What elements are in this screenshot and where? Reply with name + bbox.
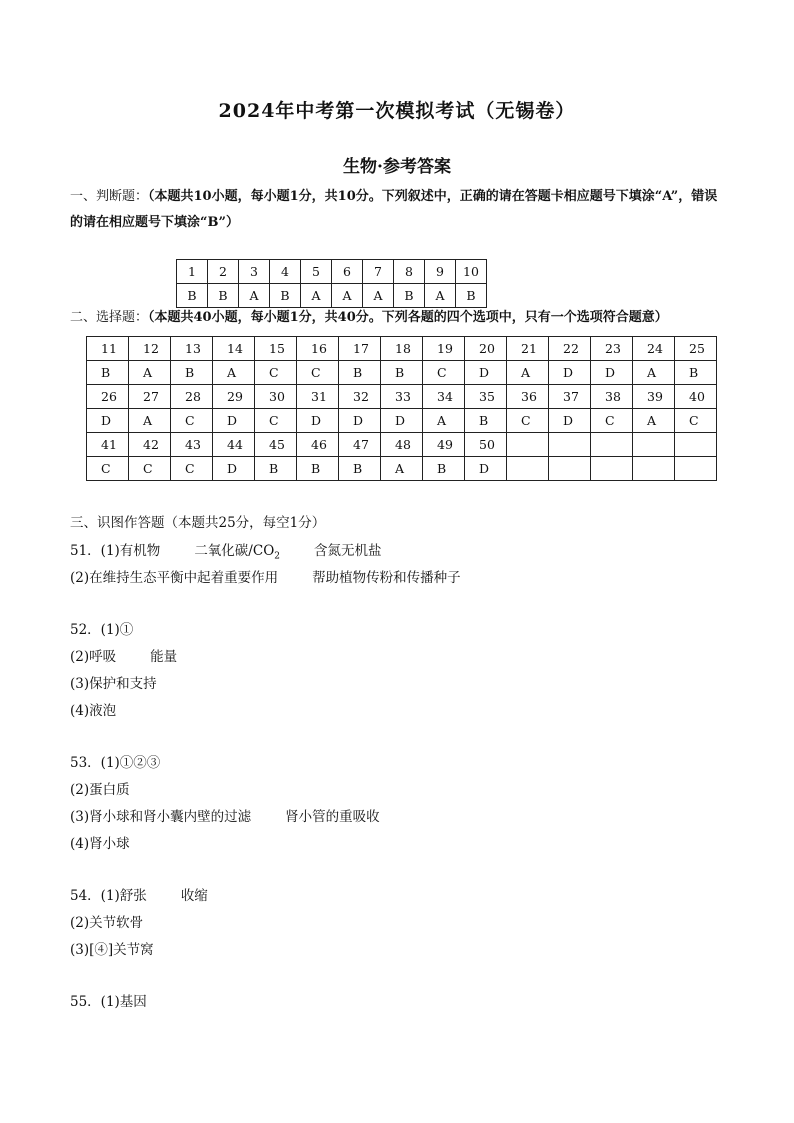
choice-question-number: 21 [507, 337, 549, 361]
choice-question-number: 11 [87, 337, 129, 361]
choice-answer-cell: A [129, 409, 171, 433]
choice-answer-cell: C [297, 361, 339, 385]
choice-question-number: 20 [465, 337, 507, 361]
choice-question-number: 42 [129, 433, 171, 457]
choice-answer-cell: B [465, 409, 507, 433]
judge-answer-cell: A [363, 284, 394, 308]
choice-answer-cell [633, 457, 675, 481]
choice-number-row [87, 433, 717, 457]
choice-answer-cell: A [381, 457, 423, 481]
judge-question-number: 7 [363, 260, 394, 284]
q53-line2: (2)蛋白质 [70, 782, 130, 798]
judge-answer-cell: A [425, 284, 456, 308]
choice-question-number: 50 [465, 433, 507, 457]
choice-question-number: 49 [423, 433, 465, 457]
choice-question-number: 34 [423, 385, 465, 409]
choice-question-number: 37 [549, 385, 591, 409]
choice-answer-cell: C [129, 457, 171, 481]
choice-question-number: 31 [297, 385, 339, 409]
section1-desc: （本题共10小题，每小题1分，共10分。下列叙述中，正确的请在答题卡相应题号下填涂“A”，错误的请在相应题号下填涂“B”） [70, 189, 718, 230]
choice-question-number: 18 [381, 337, 423, 361]
choice-question-number: 32 [339, 385, 381, 409]
choice-answer-cell: C [507, 409, 549, 433]
choice-question-number [549, 433, 591, 457]
choice-question-number: 15 [255, 337, 297, 361]
judge-number-row [177, 260, 487, 284]
choice-answer-row [87, 409, 717, 433]
judge-answer-cell: B [394, 284, 425, 308]
choice-question-number: 29 [213, 385, 255, 409]
choice-answer-cell: A [633, 361, 675, 385]
choice-answer-cell: D [381, 409, 423, 433]
choice-answer-cell: B [297, 457, 339, 481]
section1-instructions [70, 184, 730, 236]
q54-line2: (2)关节软骨 [70, 915, 144, 931]
choice-answer-cell: C [87, 457, 129, 481]
choice-question-number: 46 [297, 433, 339, 457]
judge-question-number: 3 [239, 260, 270, 284]
section1-head: 一、判断题： [70, 189, 149, 204]
choice-answer-cell: B [381, 361, 423, 385]
choice-answer-cell: B [171, 361, 213, 385]
choice-number-row [87, 385, 717, 409]
choice-answer-cell: B [255, 457, 297, 481]
choice-answer-cell [549, 457, 591, 481]
choice-answer-cell: C [255, 361, 297, 385]
choice-answer-cell: A [507, 361, 549, 385]
choice-answer-cell: B [339, 457, 381, 481]
choice-answer-cell: D [339, 409, 381, 433]
q51-line1 [70, 539, 382, 562]
choice-question-number: 24 [633, 337, 675, 361]
choice-question-number: 44 [213, 433, 255, 457]
judge-answer-cell: B [270, 284, 301, 308]
choice-answer-table [86, 336, 717, 481]
choice-answer-cell: D [549, 361, 591, 385]
q53-line1: 53．(1)①②③ [70, 755, 161, 771]
choice-answer-cell: A [129, 361, 171, 385]
choice-answer-cell: B [423, 457, 465, 481]
choice-question-number: 33 [381, 385, 423, 409]
q51-answer-5: 帮助植物传粉和传播种子 [312, 570, 461, 586]
q54-answer-2: 收缩 [180, 888, 208, 904]
choice-answer-cell [507, 457, 549, 481]
choice-question-number: 14 [213, 337, 255, 361]
choice-answer-cell: D [465, 361, 507, 385]
choice-number-row [87, 337, 717, 361]
choice-question-number: 17 [339, 337, 381, 361]
section2-instructions [70, 305, 750, 331]
judge-answer-cell: A [301, 284, 332, 308]
choice-question-number: 22 [549, 337, 591, 361]
choice-question-number: 48 [381, 433, 423, 457]
judge-question-number: 10 [456, 260, 487, 284]
choice-question-number: 13 [171, 337, 213, 361]
judge-question-number: 9 [425, 260, 456, 284]
judge-answer-cell: B [177, 284, 208, 308]
q52-line1: 52．(1)① [70, 622, 134, 638]
choice-question-number [591, 433, 633, 457]
choice-answer-cell [675, 457, 717, 481]
judge-question-number: 2 [208, 260, 239, 284]
choice-question-number: 19 [423, 337, 465, 361]
choice-answer-cell: D [213, 457, 255, 481]
judge-answer-table [176, 259, 487, 308]
judge-question-number: 6 [332, 260, 363, 284]
q52-answer-2: (2)呼吸 [70, 649, 117, 665]
choice-question-number: 16 [297, 337, 339, 361]
judge-answer-cell: A [332, 284, 363, 308]
choice-question-number: 35 [465, 385, 507, 409]
choice-question-number: 45 [255, 433, 297, 457]
q54-answer-1: 54．(1)舒张 [70, 888, 147, 904]
choice-answer-cell: D [87, 409, 129, 433]
judge-answer-cell: B [456, 284, 487, 308]
choice-answer-cell [591, 457, 633, 481]
choice-question-number: 25 [675, 337, 717, 361]
q51-answer-4: (2)在维持生态平衡中起着重要作用 [70, 570, 279, 586]
choice-answer-cell: A [213, 361, 255, 385]
choice-question-number: 23 [591, 337, 633, 361]
choice-answer-cell: B [87, 361, 129, 385]
choice-question-number: 41 [87, 433, 129, 457]
choice-question-number: 28 [171, 385, 213, 409]
choice-question-number: 39 [633, 385, 675, 409]
choice-answer-cell: C [171, 457, 213, 481]
q51-answer-1: 51．(1)有机物 [70, 543, 161, 559]
q52-answer-3: 能量 [150, 649, 178, 665]
q51-answer-2: 二氧化碳$/CO_2$ [194, 543, 280, 562]
judge-question-number: 4 [270, 260, 301, 284]
judge-answer-row [177, 284, 487, 308]
choice-answer-cell: D [591, 361, 633, 385]
choice-question-number: 43 [171, 433, 213, 457]
q52-line4: (4)液泡 [70, 703, 117, 719]
choice-question-number: 30 [255, 385, 297, 409]
choice-question-number: 26 [87, 385, 129, 409]
choice-question-number: 40 [675, 385, 717, 409]
judge-answer-cell: A [239, 284, 270, 308]
choice-answer-cell: C [171, 409, 213, 433]
choice-question-number: 27 [129, 385, 171, 409]
q55-line1: 55．(1)基因 [70, 994, 147, 1010]
judge-answer-cell: B [208, 284, 239, 308]
choice-answer-cell: C [255, 409, 297, 433]
choice-answer-cell: B [339, 361, 381, 385]
choice-question-number: 47 [339, 433, 381, 457]
q51-line2 [70, 566, 461, 586]
q53-line4: (4)肾小球 [70, 836, 130, 852]
choice-answer-row [87, 457, 717, 481]
q53-answer-4: 肾小管的重吸收 [285, 809, 380, 825]
choice-answer-cell: B [675, 361, 717, 385]
choice-answer-cell: D [465, 457, 507, 481]
section2-desc: （本题共40小题，每小题1分，共40分。下列各题的四个选项中，只有一个选项符合题意） [148, 310, 668, 325]
choice-answer-cell: C [591, 409, 633, 433]
page-subtitle: 生物·参考答案 [343, 157, 451, 177]
q52-line2 [70, 645, 177, 665]
choice-answer-row [87, 361, 717, 385]
choice-question-number: 38 [591, 385, 633, 409]
section2-head: 二、选择题： [70, 310, 149, 325]
judge-question-number: 8 [394, 260, 425, 284]
judge-question-number: 5 [301, 260, 332, 284]
choice-question-number [675, 433, 717, 457]
choice-answer-cell: A [633, 409, 675, 433]
choice-answer-cell: C [423, 361, 465, 385]
choice-answer-cell: D [549, 409, 591, 433]
q53-line3 [70, 805, 380, 825]
choice-question-number [507, 433, 549, 457]
page-title: 2024年中考第一次模拟考试（无锡卷） [218, 100, 576, 122]
q51-answer-3: 含氮无机盐 [314, 543, 382, 559]
q54-line3: (3)[④]关节窝 [70, 942, 154, 958]
judge-question-number: 1 [177, 260, 208, 284]
choice-question-number [633, 433, 675, 457]
q52-line3: (3)保护和支持 [70, 676, 157, 692]
choice-answer-cell: D [213, 409, 255, 433]
section3-heading: 三、识图作答题（本题共25分，每空1分） [70, 515, 326, 531]
choice-question-number: 12 [129, 337, 171, 361]
choice-answer-cell: A [423, 409, 465, 433]
choice-answer-cell: C [675, 409, 717, 433]
q54-line1 [70, 884, 208, 904]
q53-answer-3: (3)肾小球和肾小囊内壁的过滤 [70, 809, 252, 825]
choice-answer-cell: D [297, 409, 339, 433]
choice-question-number: 36 [507, 385, 549, 409]
